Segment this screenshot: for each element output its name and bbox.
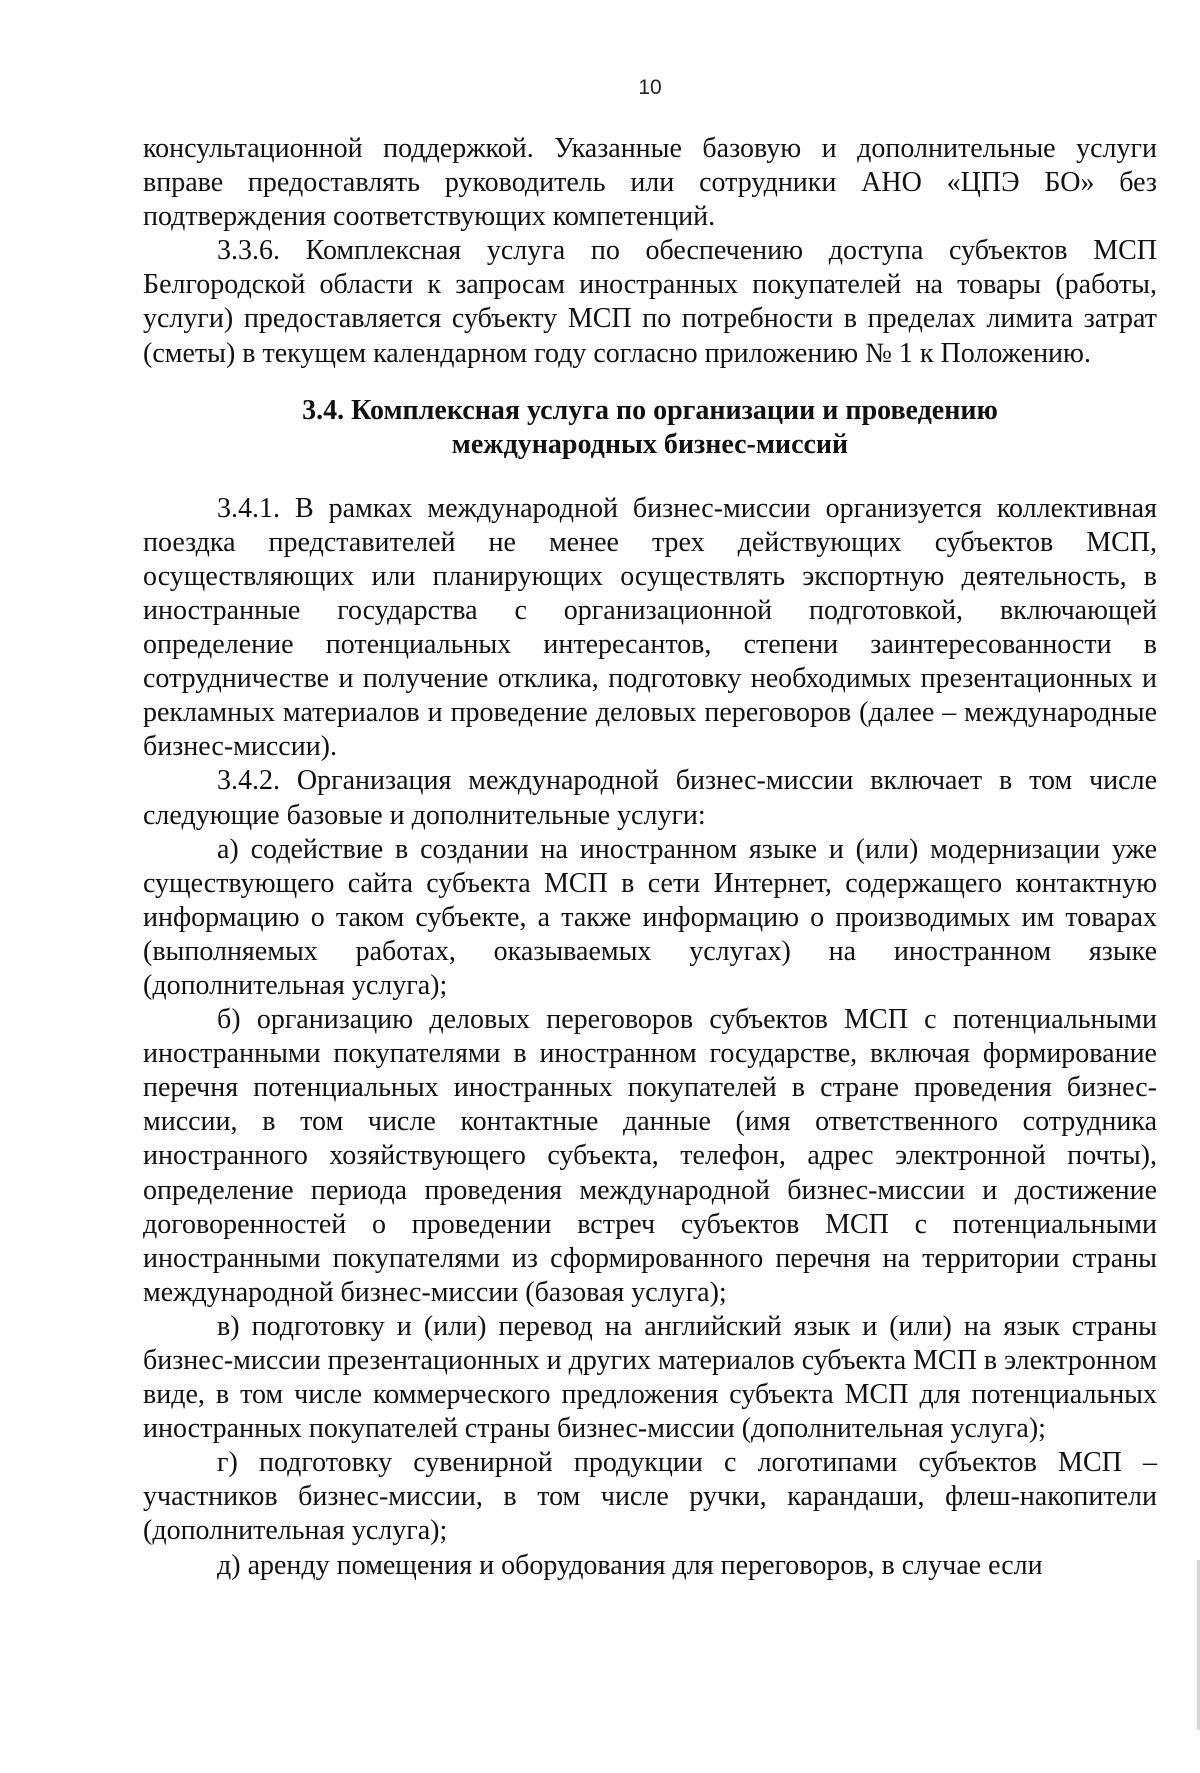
list-item-g: г) подготовку сувенирной продукции с логотипами субъектов МСП – участников бизнес-миссии, в том числе ручки, карандаши, флеш-накопители (дополнительная услуга); — [143, 1447, 1157, 1547]
paragraph-3-3-6: 3.3.6. Комплексная услуга по обеспечению доступа субъектов МСП Белгородской области к запросам иностранных покупателей на товары (работы, услуги) предоставляется субъекту МСП по потребности в пределах лимита затрат (сметы) в текущем календарном году согласно приложению № 1 к Положению. — [143, 235, 1157, 369]
section-heading-line-1: 3.4. Комплексная услуга по организации и проведению — [302, 394, 998, 426]
paragraph-3-4-1: 3.4.1. В рамках международной бизнес-миссии организуется коллективная поездка представителей не менее трех действующих субъектов МСП, осуществляющих или планирующих осуществлять экспортную деятельность, в иностранные государства с организационной подготовкой, включающей определение потенциальных интересантов, степени заинтересованности в сотрудничестве и получение отклика, подготовку необходимых презентационных и рекламных материалов и проведение деловых переговоров (далее – международные бизнес-миссии). — [143, 492, 1157, 763]
page-number: 10 — [638, 76, 662, 99]
section-heading-3-4 — [143, 394, 1157, 462]
list-item-d: д) аренду помещения и оборудования для переговоров, в случае если — [217, 1549, 1043, 1581]
document-body — [143, 132, 1157, 1583]
list-item-b: б) организацию деловых переговоров субъектов МСП с потенциальными иностранными покупателями в иностранном государстве, включая формирование перечня потенциальных иностранных покупателей в стране проведения бизнес-миссии, в том числе контактные данные (имя ответственного сотрудника иностранного хозяйствующего субъекта, телефон, адрес электронной почты), определение периода проведения международной бизнес-миссии и достижение договоренностей о проведении встреч субъектов МСП с потенциальными иностранными покупателями из сформированного перечня на территории страны международной бизнес-миссии (базовая услуга); — [143, 1004, 1157, 1308]
paragraph-continuation: консультационной поддержкой. Указанные базовую и дополнительные услуги вправе предоставлять руководитель или сотрудники АНО «ЦПЭ БО» без подтверждения соответствующих компетенций. — [143, 133, 1157, 233]
paragraph-3-4-2: 3.4.2. Организация международной бизнес-миссии включает в том числе следующие базовые и дополнительные услуги: — [143, 765, 1157, 831]
section-heading-line-2: международных бизнес-миссий — [451, 428, 849, 460]
list-item-a: а) содействие в создании на иностранном языке и (или) модернизации уже существующего сайта субъекта МСП в сети Интернет, содержащего контактную информацию о таком субъекте, а также информацию о производимых им товарах (выполняемых работах, оказываемых услугах) на иностранном языке (дополнительная услуга); — [143, 833, 1157, 1001]
list-item-v: в) подготовку и (или) перевод на английский язык и (или) на язык страны бизнес-миссии презентационных и других материалов субъекта МСП в электронном виде, в том числе коммерческого предложения субъекта МСП для потенциальных иностранных покупателей страны бизнес-миссии (дополнительная услуга); — [143, 1310, 1158, 1445]
